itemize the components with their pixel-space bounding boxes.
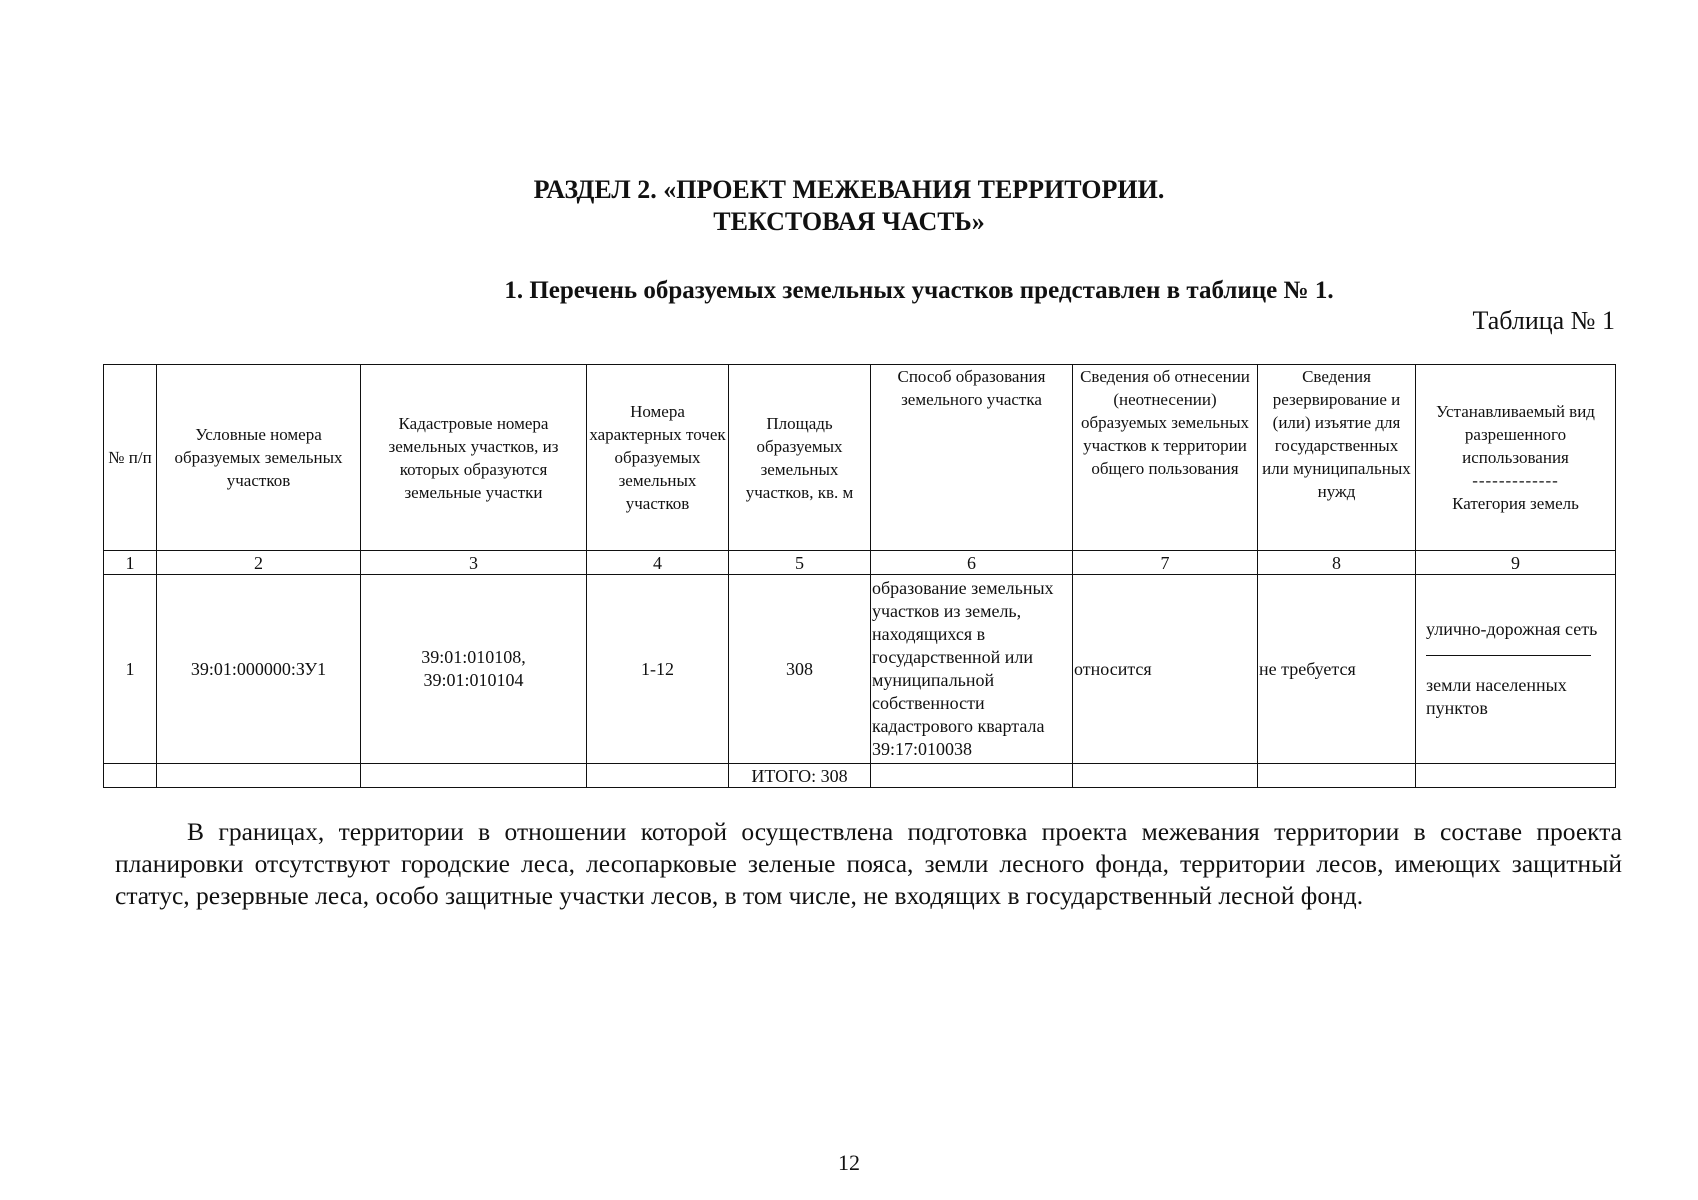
- header-cell-cadastral-number: Кадастровые номера земельных участков, из которых образуются земельные участки: [361, 365, 587, 551]
- column-number: 3: [361, 551, 587, 575]
- land-plots-table: [103, 364, 1616, 788]
- header-cell-method: Способ образования земельного участка: [871, 365, 1073, 551]
- cell-cadastral-numbers: [361, 575, 587, 764]
- column-number: 6: [871, 551, 1073, 575]
- header-cell-points: Номера характерных точек образуемых земельных участков: [587, 365, 729, 551]
- empty-cell: [871, 764, 1073, 788]
- empty-cell: [1258, 764, 1416, 788]
- header-cell-conditional-number: Условные номера образуемых земельных участков: [157, 365, 361, 551]
- cell-conditional-number: 39:01:000000:ЗУ1: [157, 575, 361, 764]
- category-value: земли населенных пунктов: [1426, 675, 1567, 718]
- cell-number: 1: [104, 575, 157, 764]
- cell-method: образование земельных участков из земель, находящихся в государственной или муниципальной собственности кадастрового квартала 39:17:010038: [871, 575, 1073, 764]
- header-cell-reservation: Сведения резервирование и (или) изъятие для государственных или муниципальных нужд: [1258, 365, 1416, 551]
- section-title-line-2: ТЕКСТОВАЯ ЧАСТЬ»: [713, 207, 985, 236]
- section-title: [0, 174, 1698, 238]
- empty-cell: [361, 764, 587, 788]
- body-paragraph: В границах, территории в отношении которой осуществлена подготовка проекта межевания территории в составе проекта планировки отсутствуют городские леса, лесопарковые зеленые пояса, земли лесного фонда, территории лесов, имеющих защитный статус, резервные леса, особо защитные участки лесов, в том числе, не входящих в государственный лесной фонд.: [115, 817, 1622, 910]
- column-number: 7: [1073, 551, 1258, 575]
- empty-cell: [587, 764, 729, 788]
- subsection-heading: 1. Перечень образуемых земельных участков представлен в таблице № 1.: [504, 277, 1334, 304]
- header-cell-public-use: Сведения об отнесении (неотнесении) образуемых земельных участков к территории общего пользования: [1073, 365, 1258, 551]
- cell-use-type: [1416, 575, 1616, 764]
- header-category-label: Категория земель: [1452, 494, 1579, 513]
- cell-reservation: не требуется: [1258, 575, 1416, 764]
- table-total-row: [104, 764, 1616, 788]
- header-cell-number: № п/п: [104, 365, 157, 551]
- column-number: 2: [157, 551, 361, 575]
- column-number: 1: [104, 551, 157, 575]
- cell-public-use: относится: [1073, 575, 1258, 764]
- empty-cell: [157, 764, 361, 788]
- cell-divider-line: [1426, 655, 1591, 656]
- cell-area: 308: [729, 575, 871, 764]
- table-header-row: [104, 365, 1616, 551]
- column-number: 8: [1258, 551, 1416, 575]
- cadastral-number-1: 39:01:010108,: [421, 647, 526, 667]
- cell-points: 1-12: [587, 575, 729, 764]
- column-number: 4: [587, 551, 729, 575]
- page-number: 12: [838, 1150, 860, 1175]
- empty-cell: [1416, 764, 1616, 788]
- table-caption: Таблица № 1: [1472, 306, 1615, 335]
- header-use-type-label: Устанавливаемый вид разрешенного использования: [1436, 402, 1595, 467]
- use-type-value: улично-дорожная сеть: [1426, 619, 1598, 639]
- column-number: 9: [1416, 551, 1616, 575]
- column-numbers-row: [104, 551, 1616, 575]
- header-separator: -------------: [1472, 471, 1559, 490]
- header-cell-area: Площадь образуемых земельных участков, кв. м: [729, 365, 871, 551]
- table-row: [104, 575, 1616, 764]
- header-cell-use-type: [1416, 365, 1616, 551]
- empty-cell: [104, 764, 157, 788]
- column-number: 5: [729, 551, 871, 575]
- empty-cell: [1073, 764, 1258, 788]
- section-title-line-1: РАЗДЕЛ 2. «ПРОЕКТ МЕЖЕВАНИЯ ТЕРРИТОРИИ.: [533, 175, 1165, 204]
- cadastral-number-2: 39:01:010104: [423, 670, 524, 690]
- total-value: ИТОГО: 308: [729, 764, 871, 788]
